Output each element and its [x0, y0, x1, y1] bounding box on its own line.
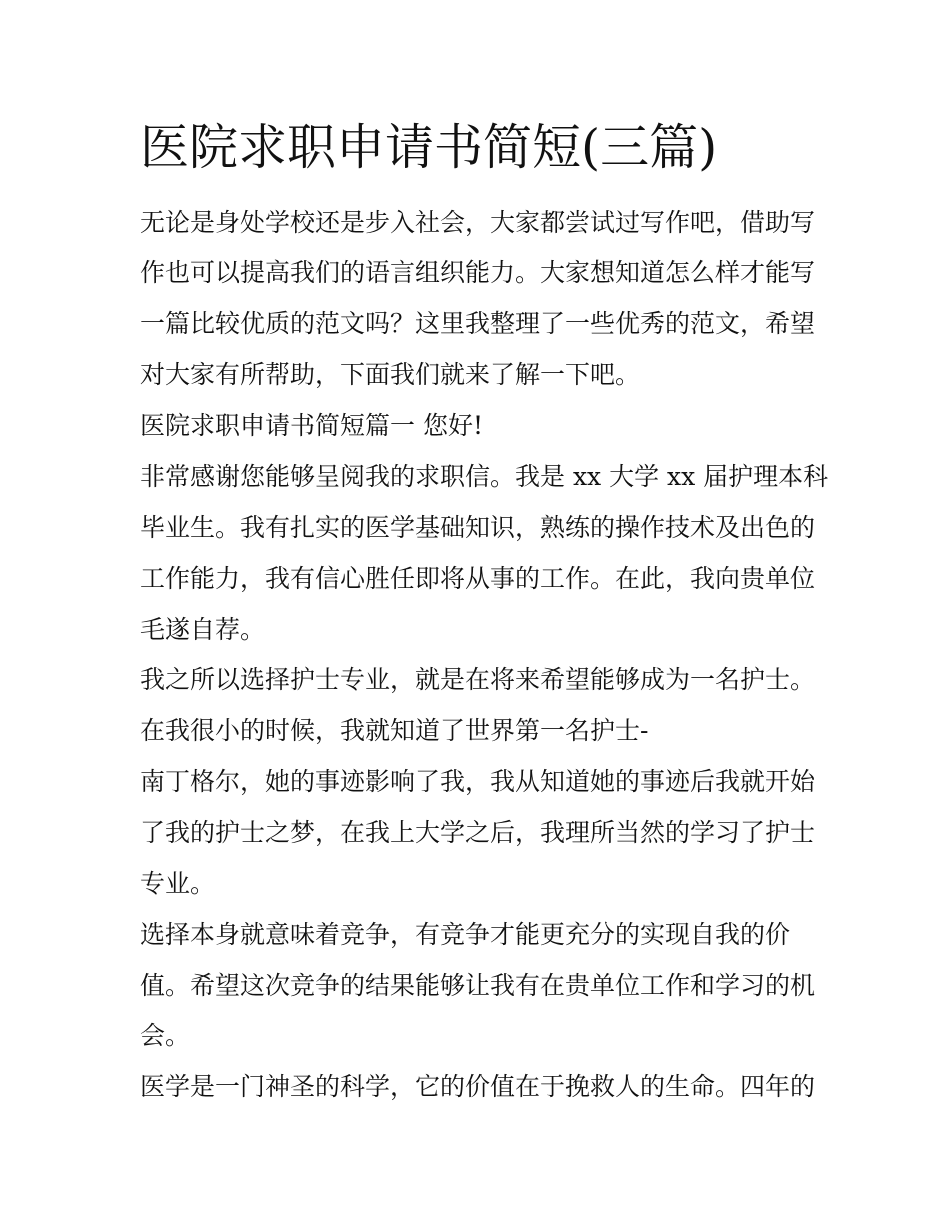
- body-line: 选择本身就意味着竞争，有竞争才能更充分的实现自我的价: [140, 920, 791, 949]
- body-line: 了我的护士之梦，在我上大学之后，我理所当然的学习了护士: [140, 818, 816, 847]
- body-line: 专业。: [140, 869, 216, 898]
- section-heading-line: 医院求职申请书简短篇一 您好!: [140, 411, 483, 440]
- body-line: 无论是身处学校还是步入社会，大家都尝试过写作吧，借助写: [140, 208, 816, 237]
- body-line: 值。希望这次竞争的结果能够让我有在贵单位工作和学习的机: [140, 971, 816, 1000]
- body-line: 作也可以提高我们的语言组织能力。大家想知道怎么样才能写: [140, 258, 816, 287]
- body-line: 南丁格尔，她的事迹影响了我，我从知道她的事迹后我就开始: [140, 767, 816, 796]
- body-line: 对大家有所帮助，下面我们就来了解一下吧。: [140, 360, 641, 389]
- body-line: 一篇比较优质的范文吗？这里我整理了一些优秀的范文，希望: [140, 309, 816, 338]
- body-line: 在我很小的时候，我就知道了世界第一名护士-: [140, 716, 649, 745]
- body-line: 非常感谢您能够呈阅我的求职信。我是 xx 大学 xx 届护理本科: [140, 462, 829, 491]
- body-line: 工作能力，我有信心胜任即将从事的工作。在此，我向贵单位: [140, 564, 816, 593]
- body-line: 毕业生。我有扎实的医学基础知识，熟练的操作技术及出色的: [140, 513, 816, 542]
- body-line: 毛遂自荐。: [140, 615, 266, 644]
- body-line: 医学是一门神圣的科学，它的价值在于挽救人的生命。四年的: [140, 1072, 816, 1101]
- body-line: 会。: [140, 1021, 191, 1050]
- document-title: 医院求职申请书简短(三篇): [140, 119, 718, 176]
- body-line: 我之所以选择护士专业，就是在将来希望能够成为一名护士。: [140, 665, 816, 694]
